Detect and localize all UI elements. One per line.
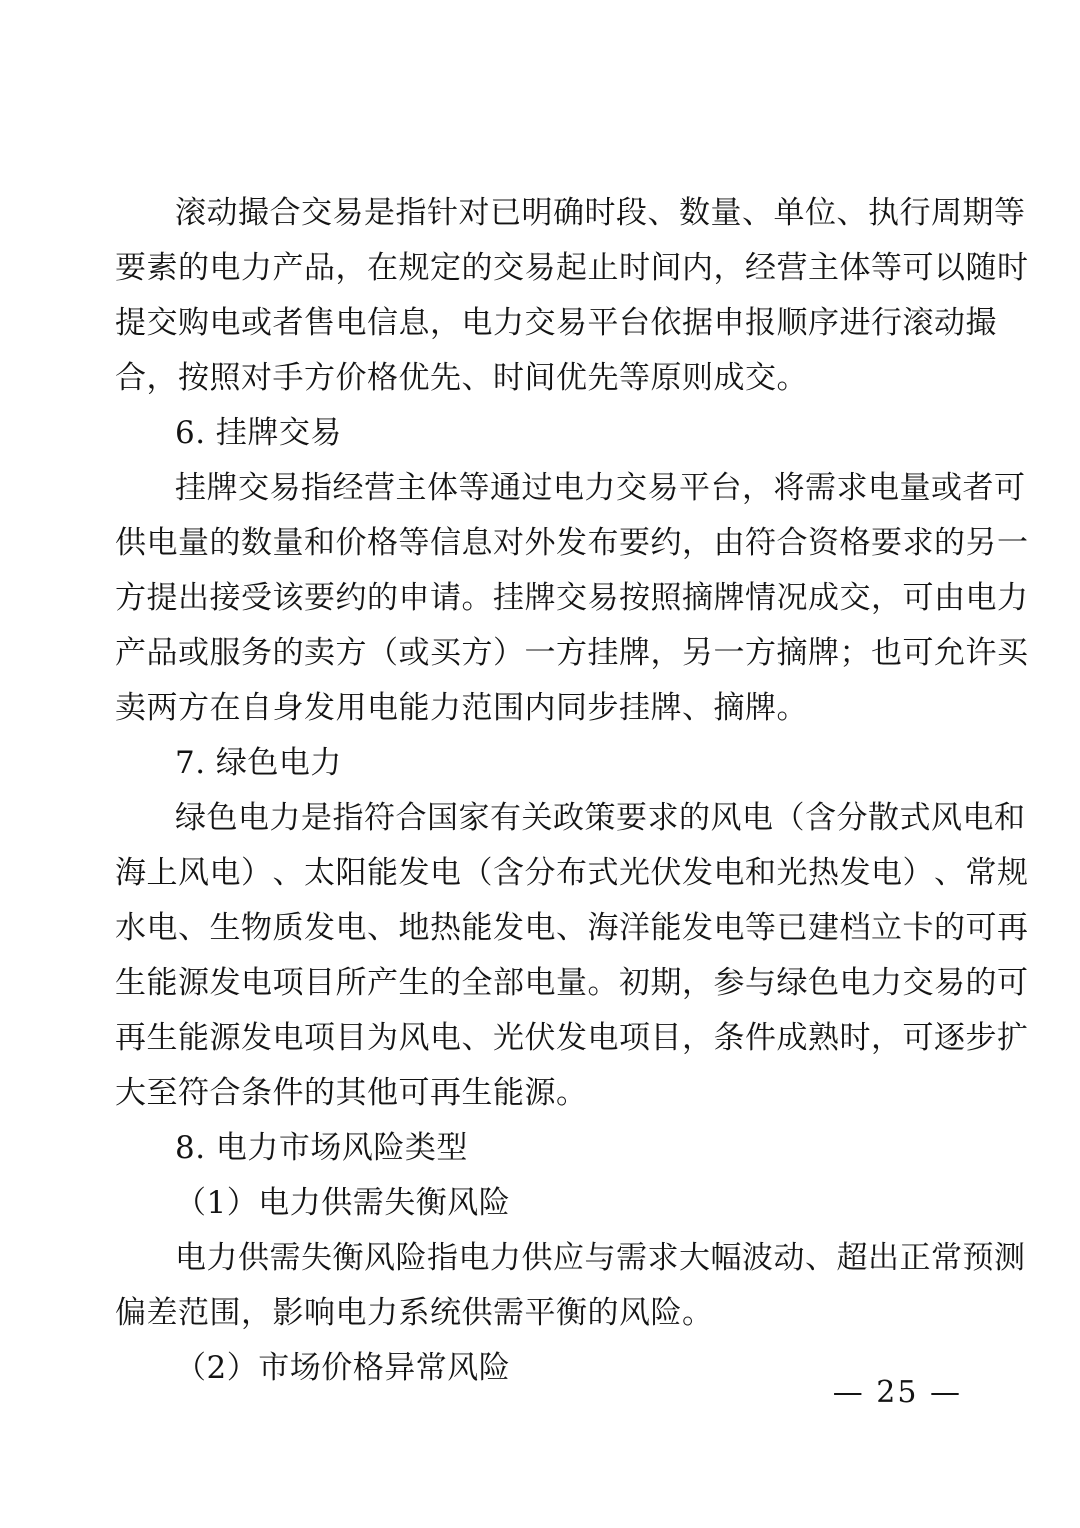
paragraph-line: 绿 色 电 力 是 指 符 合 国 家 有 关 政 策 要 求 的 风 电 （ 含 分 散 式 风 电 和	[175, 800, 1026, 836]
page-text-column	[115, 186, 1029, 1396]
paragraph-line: 偏差范围，影响电力系统供需平衡的风险。	[115, 1295, 714, 1331]
paragraph-line: 供 电 量 的 数 量 和 价 格 等 信 息 对 外 发 布 要 约 ， 由 符 合 资 格 要 求 的 另 一	[115, 525, 1029, 561]
paragraph-line: 挂 牌 交 易 指 经 营 主 体 等 通 过 电 力 交 易 平 台 ， 将 需 求 电 量 或 者 可	[175, 470, 1026, 506]
paragraph-line: 产 品 或 服 务 的 卖 方 （ 或 买 方 ） 一 方 挂 牌 ， 另 一 方 摘 牌 ； 也 可 允 许 买	[115, 635, 1029, 671]
paragraph-line: 电 力 供 需 失 衡 风 险 指 电 力 供 应 与 需 求 大 幅 波 动 、 超 出 正 常 预 测	[175, 1240, 1026, 1276]
section-heading: 7. 绿色电力	[175, 745, 342, 781]
paragraph-line: 滚 动 撮 合 交 易 是 指 针 对 已 明 确 时 段 、 数 量 、 单 位 、 执 行 周 期 等	[175, 195, 1026, 231]
page-number: — 25 —	[832, 1375, 962, 1410]
paragraph-line: 再 生 能 源 发 电 项 目 为 风 电 、 光 伏 发 电 项 目 ， 条 件 成 熟 时 ， 可 逐 步 扩	[115, 1020, 1029, 1056]
paragraph-line: 合，按照对手方价格优先、时间优先等原则成交。	[115, 360, 808, 396]
paragraph-line: 卖两方在自身发用电能力范围内同步挂牌、摘牌。	[115, 690, 808, 726]
paragraph-line: 海 上 风 电 ） 、 太 阳 能 发 电 （ 含 分 布 式 光 伏 发 电 和 光 热 发 电 ） 、 常 规	[115, 855, 1029, 891]
paragraph-line: 提 交 购 电 或 者 售 电 信 息 ， 电 力 交 易 平 台 依 据 申 报 顺 序 进 行 滚 动 撮	[115, 305, 997, 341]
paragraph-line: 水 电 、 生 物 质 发 电 、 地 热 能 发 电 、 海 洋 能 发 电 等 已 建 档 立 卡 的 可 再	[115, 910, 1029, 946]
subsection-heading: （2）市场价格异常风险	[175, 1350, 511, 1386]
section-heading: 6. 挂牌交易	[175, 415, 342, 451]
subsection-heading: （1）电力供需失衡风险	[175, 1185, 511, 1221]
paragraph-line: 大至符合条件的其他可再生能源。	[115, 1075, 588, 1111]
paragraph-line: 方 提 出 接 受 该 要 约 的 申 请 。 挂 牌 交 易 按 照 摘 牌 情 况 成 交 ， 可 由 电 力	[115, 580, 1029, 616]
page-footer	[0, 1375, 1080, 1410]
paragraph-line: 要 素 的 电 力 产 品 ， 在 规 定 的 交 易 起 止 时 间 内 ， 经 营 主 体 等 可 以 随 时	[115, 250, 1029, 286]
paragraph-line: 生 能 源 发 电 项 目 所 产 生 的 全 部 电 量 。 初 期 ， 参 与 绿 色 电 力 交 易 的 可	[115, 965, 1029, 1001]
section-heading: 8. 电力市场风险类型	[175, 1130, 468, 1166]
